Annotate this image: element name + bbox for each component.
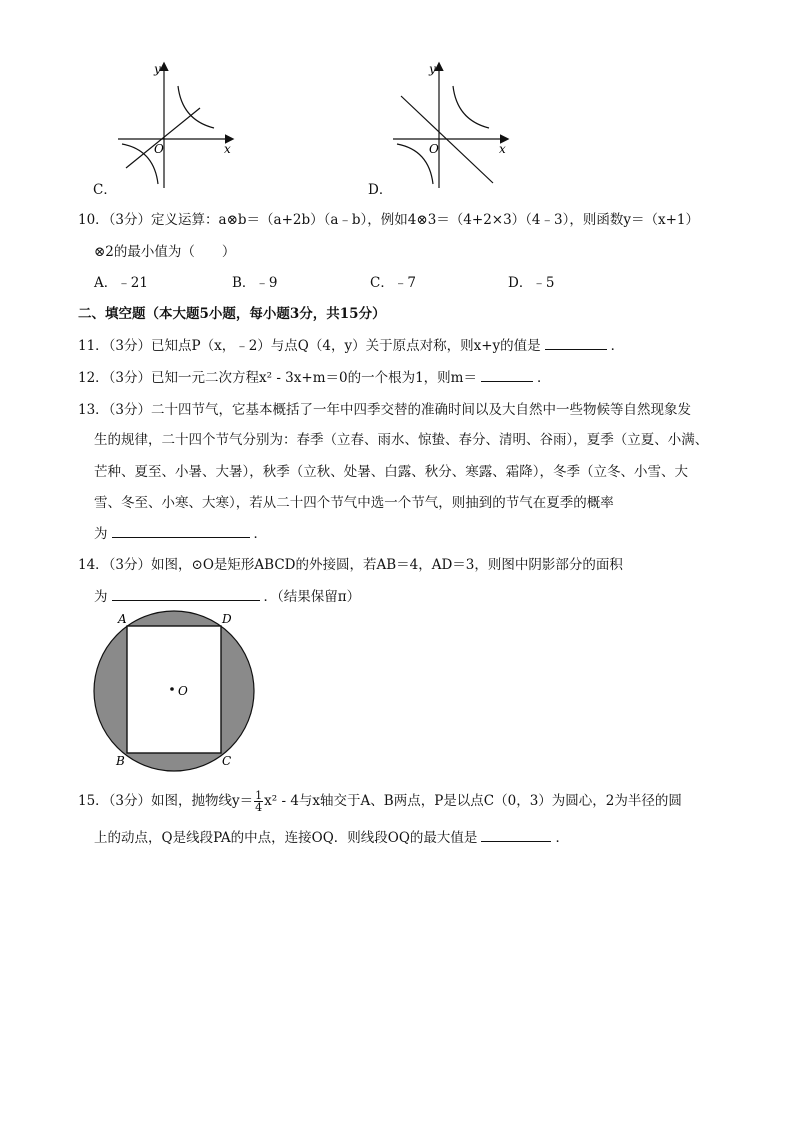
q10-line1: 10．（3分）定义运算：a⊗b＝（a+2b）（a﹣b），例如4⊗3＝（4+2×3）（4﹣3），则函数y＝（x+1） xyxy=(78,212,699,228)
label-o: O xyxy=(178,684,188,698)
q15-line2 xyxy=(94,826,569,846)
y-label: y xyxy=(154,62,161,76)
q14-wei: 为 xyxy=(94,589,108,605)
q15-pre: 15．（3分）如图，抛物线y＝ xyxy=(78,793,254,809)
q10-line2: ⊗2的最小值为（ ） xyxy=(94,244,236,260)
q15-frac-den: 4 xyxy=(255,801,263,814)
q14-line2 xyxy=(94,585,360,605)
origin-label: O xyxy=(154,142,164,156)
q11-text: 11．（3分）已知点P（x，﹣2）与点Q（4，y）关于原点对称，则x+y的值是 xyxy=(78,338,541,354)
y-label: y xyxy=(429,62,436,76)
section-heading: 二、填空题（本大题5小题，每小题3分，共15分） xyxy=(78,306,386,322)
q14-line1: 14．（3分）如图，⊙O是矩形ABCD的外接圆，若AB＝4，AD＝3，则图中阴影部分的面积 xyxy=(78,557,623,573)
q15-blank xyxy=(481,829,551,842)
graph-c xyxy=(100,58,250,193)
label-d: D xyxy=(222,612,232,626)
graph-c-svg xyxy=(100,58,250,193)
q11-blank xyxy=(545,337,607,350)
q15-fraction xyxy=(254,790,263,813)
q15-line1 xyxy=(78,788,682,814)
q12 xyxy=(78,366,550,386)
rectangle-abcd xyxy=(127,626,221,753)
q14-figure-svg xyxy=(88,608,268,778)
q13-line4: 雪、冬至、小寒、大寒），若从二十四个节气中选一个节气，则抽到的节气在夏季的概率 xyxy=(94,495,614,511)
label-b: B xyxy=(116,754,125,768)
label-c: C xyxy=(222,754,232,768)
q10-option-d: D．﹣5 xyxy=(508,275,555,291)
q13-end: ． xyxy=(253,526,267,542)
q13-line5 xyxy=(94,522,267,542)
option-d-label: D． xyxy=(368,182,393,198)
q14-blank xyxy=(112,588,260,601)
center-point xyxy=(170,687,174,691)
q15-end: ． xyxy=(555,830,569,846)
q15-frac-num: 1 xyxy=(255,789,263,802)
line-graph xyxy=(126,108,200,168)
x-label: x xyxy=(224,142,231,156)
q14-figure xyxy=(88,608,268,778)
graph-d xyxy=(375,58,525,193)
q13-wei: 为 xyxy=(94,526,108,542)
hyperbola-q3 xyxy=(122,144,158,184)
q13-line2: 生的规律，二十四个节气分别为：春季（立春、雨水、惊蛰、春分、清明、谷雨），夏季（立夏、小满、 xyxy=(94,432,709,448)
q15-post: x² - 4与x轴交于A、B两点，P是以点C（0，3）为圆心，2为半径的圆 xyxy=(264,793,682,809)
q12-blank xyxy=(481,369,533,382)
hyperbola-q1 xyxy=(453,86,489,128)
option-c-label: C． xyxy=(93,182,117,198)
label-a: A xyxy=(118,612,127,626)
q14-end: ．（结果保留π） xyxy=(263,589,361,605)
origin-label: O xyxy=(429,142,439,156)
q10-option-a: A．﹣21 xyxy=(94,275,148,291)
q13-line1: 13．（3分）二十四节气，它基本概括了一年中四季交替的准确时间以及大自然中一些物候等自然现象发 xyxy=(78,402,692,418)
q12-text: 12．（3分）已知一元二次方程x² - 3x+m＝0的一个根为1，则m＝ xyxy=(78,370,477,386)
q15-text2: 上的动点，Q是线段PA的中点，连接OQ．则线段OQ的最大值是 xyxy=(94,830,478,846)
q13-line3: 芒种、夏至、小暑、大暑），秋季（立秋、处暑、白露、秋分、寒露、霜降），冬季（立冬、小雪、大 xyxy=(94,464,688,480)
q10-option-c: C．﹣7 xyxy=(370,275,416,291)
hyperbola-q3 xyxy=(397,144,433,184)
graph-d-svg xyxy=(375,58,525,193)
q11-end: ． xyxy=(610,338,625,354)
q13-blank xyxy=(112,525,250,538)
q12-end: ． xyxy=(536,370,551,386)
q10-option-b: B．﹣9 xyxy=(232,275,278,291)
q11 xyxy=(78,334,624,354)
x-label: x xyxy=(499,142,506,156)
